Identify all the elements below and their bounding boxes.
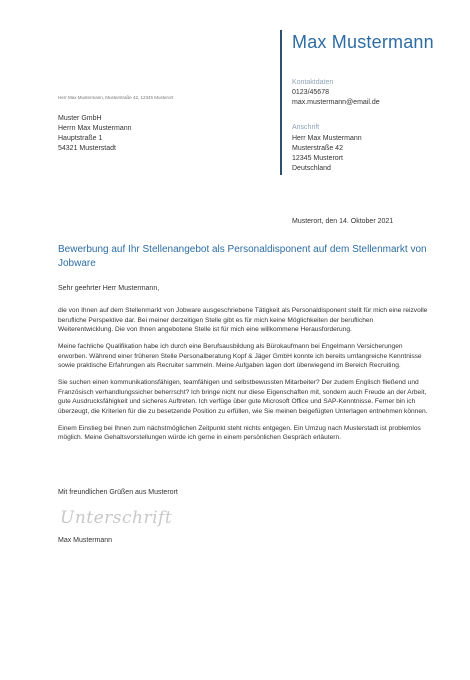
header-divider <box>280 30 282 175</box>
address-line: 12345 Musterort <box>292 155 343 162</box>
closing-line: Mit freundlichen Grüßen aus Musterort <box>58 489 178 496</box>
letter-body <box>58 306 430 450</box>
address-line: Deutschland <box>292 165 331 172</box>
applicant-address <box>292 134 362 174</box>
recipient-line: Muster GmbH <box>58 115 102 122</box>
letter-subject: Bewerbung auf Ihr Stellenangebot als Personaldisponent auf dem Stellenmarkt von Jobware <box>58 244 427 269</box>
address-section-title: Anschrift <box>292 124 320 131</box>
letter-date: Musterort, den 14. Oktober 2021 <box>292 218 394 225</box>
recipient-line: Herrn Max Mustermann <box>58 125 132 132</box>
address-line: Musterstraße 42 <box>292 145 343 152</box>
applicant-name: Max Mustermann <box>292 32 434 52</box>
salutation: Sehr geehrter Herr Mustermann, <box>58 285 160 292</box>
body-paragraph: Sie suchen einen kommunikationsfähigen, teamfähigen und selbstbewussten Mitarbeiter? Der zudem Englisch fließend und Französisch verhandlungssicher beherrscht? Ich bringe nicht nur diese Eigenschaften mit, sondern auch Freude an der Arbeit, gute Ausdrucksfähigkeit und sicheres Auftreten. Ich verfüge über gute Microsoft Office und SAP-Kenntnisse. Ferner bin ich überzeugt, die Kriterien für die zu besetzende Position zu erfüllen, wie Sie meinen beigefügten Unterlagen entnehmen können. <box>58 379 428 415</box>
contact-section-title: Kontaktdaten <box>292 79 334 86</box>
recipient-line: Hauptstraße 1 <box>58 135 103 142</box>
signer-name: Max Mustermann <box>58 537 113 544</box>
sender-return-line: Herr Max Mustermann, Musterstraße 42, 12345 Musterort <box>58 95 174 100</box>
recipient-line: 54321 Musterstadt <box>58 145 116 152</box>
body-paragraph: Einem Einstieg bei Ihnen zum nächstmöglichen Zeitpunkt steht nichts entgegen. Ein Umzug nach Musterstadt ist problemlos möglich. Meine Gehaltsvorstellungen würde ich gerne in einem persönlichen Gespräch erläutern. <box>58 424 421 441</box>
recipient-address <box>58 114 132 154</box>
address-line: Herr Max Mustermann <box>292 135 362 142</box>
body-paragraph: die von Ihnen auf dem Stellenmarkt von Jobware ausgeschriebene Tätigkeit als Personaldisponent stellt für mich eine reizvolle berufliche Perspektive dar. Bei meiner derzeitigen Stelle gibt es für mich keine Möglichkeiten der beruflichen Weiterentwicklung. Die von Ihnen angebotene Stelle ist für mich eine willkommene Herausforderung. <box>58 307 428 333</box>
contact-phone: 0123/45678 <box>292 89 329 96</box>
signature-placeholder: Unterschrift <box>60 508 173 528</box>
body-paragraph: Meine fachliche Qualifikation habe ich durch eine Berufsausbildung als Bürokaufmann bei Engelmann Versicherungen erworben. Während einer früheren Stelle Personalberatung Kopf & Jäger GmbH konnte ich bereits umfangreiche Kenntnisse sowie praktische Erfahrungen als Recruiter sammeln. Meine Aufgaben lagen dort überwiegend im Bereich Recruiting. <box>58 343 422 369</box>
contact-email: max.mustermann@email.de <box>292 99 380 106</box>
